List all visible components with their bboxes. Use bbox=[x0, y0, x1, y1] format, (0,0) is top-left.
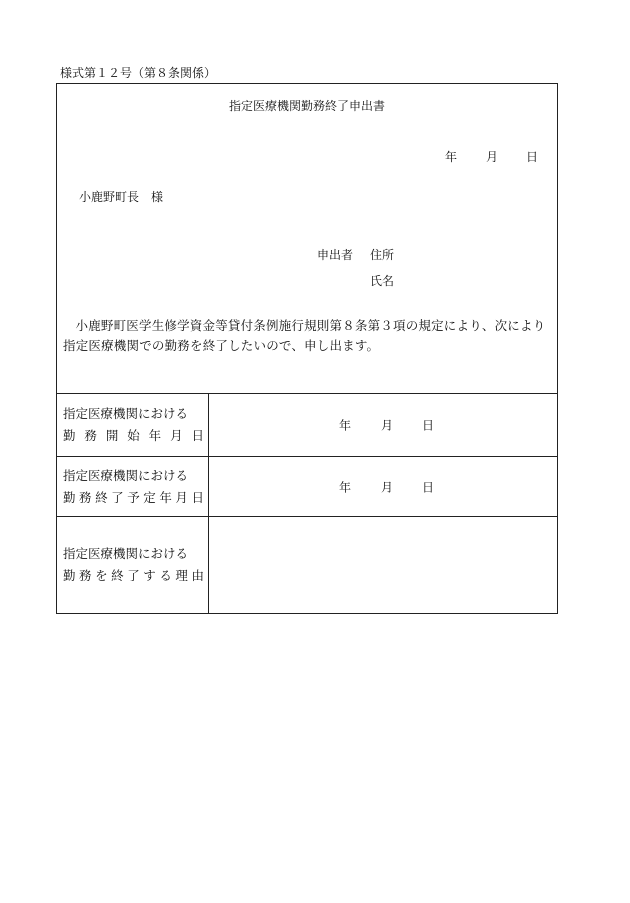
form-header-section bbox=[57, 84, 557, 394]
row-label-line: 指定医療機関における bbox=[63, 546, 189, 561]
applicant-label: 申出者 bbox=[317, 248, 354, 262]
application-form bbox=[56, 83, 558, 614]
row-label-cell bbox=[57, 394, 209, 456]
applicant-name-label: 氏名 bbox=[370, 274, 395, 288]
row-label-line: 勤務開始年月日 bbox=[63, 428, 204, 443]
row-label-cell bbox=[57, 457, 209, 516]
start-year-label: 年 bbox=[339, 418, 352, 433]
end-month-label: 月 bbox=[381, 480, 394, 494]
end-year-label: 年 bbox=[339, 480, 352, 494]
date-month-label: 月 bbox=[486, 150, 499, 164]
end-day-label: 日 bbox=[422, 480, 435, 494]
applicant-address-label: 住所 bbox=[370, 248, 395, 262]
row-label-line: 勤務終了予定年月日 bbox=[63, 489, 204, 505]
date-day-label: 日 bbox=[526, 150, 539, 164]
document-title: 指定医療機関勤務終了申出書 bbox=[228, 99, 385, 113]
end-date-field[interactable] bbox=[209, 457, 557, 516]
start-day-label: 日 bbox=[422, 418, 435, 433]
row-label-cell bbox=[57, 517, 209, 613]
row-label-line: 勤務を終了する理由 bbox=[63, 568, 204, 583]
termination-reason-field[interactable] bbox=[209, 517, 557, 613]
table-row bbox=[57, 517, 557, 613]
row-label-line: 指定医療機関における bbox=[63, 467, 189, 483]
table-row bbox=[57, 457, 557, 517]
form-number: 様式第１２号（第８条関係） bbox=[60, 66, 217, 80]
date-year-label: 年 bbox=[445, 150, 458, 164]
row-label-line: 指定医療機関における bbox=[63, 406, 189, 421]
addressee: 小鹿野町長 様 bbox=[79, 190, 164, 204]
start-date-field[interactable] bbox=[209, 394, 557, 456]
table-row bbox=[57, 394, 557, 457]
start-month-label: 月 bbox=[381, 418, 394, 433]
application-statement: 小鹿野町医学生修学資金等貸付条例施行規則第８条第３項の規定により、次により指定医療機関での勤務を終了したいので、申し出ます。 bbox=[63, 318, 546, 353]
